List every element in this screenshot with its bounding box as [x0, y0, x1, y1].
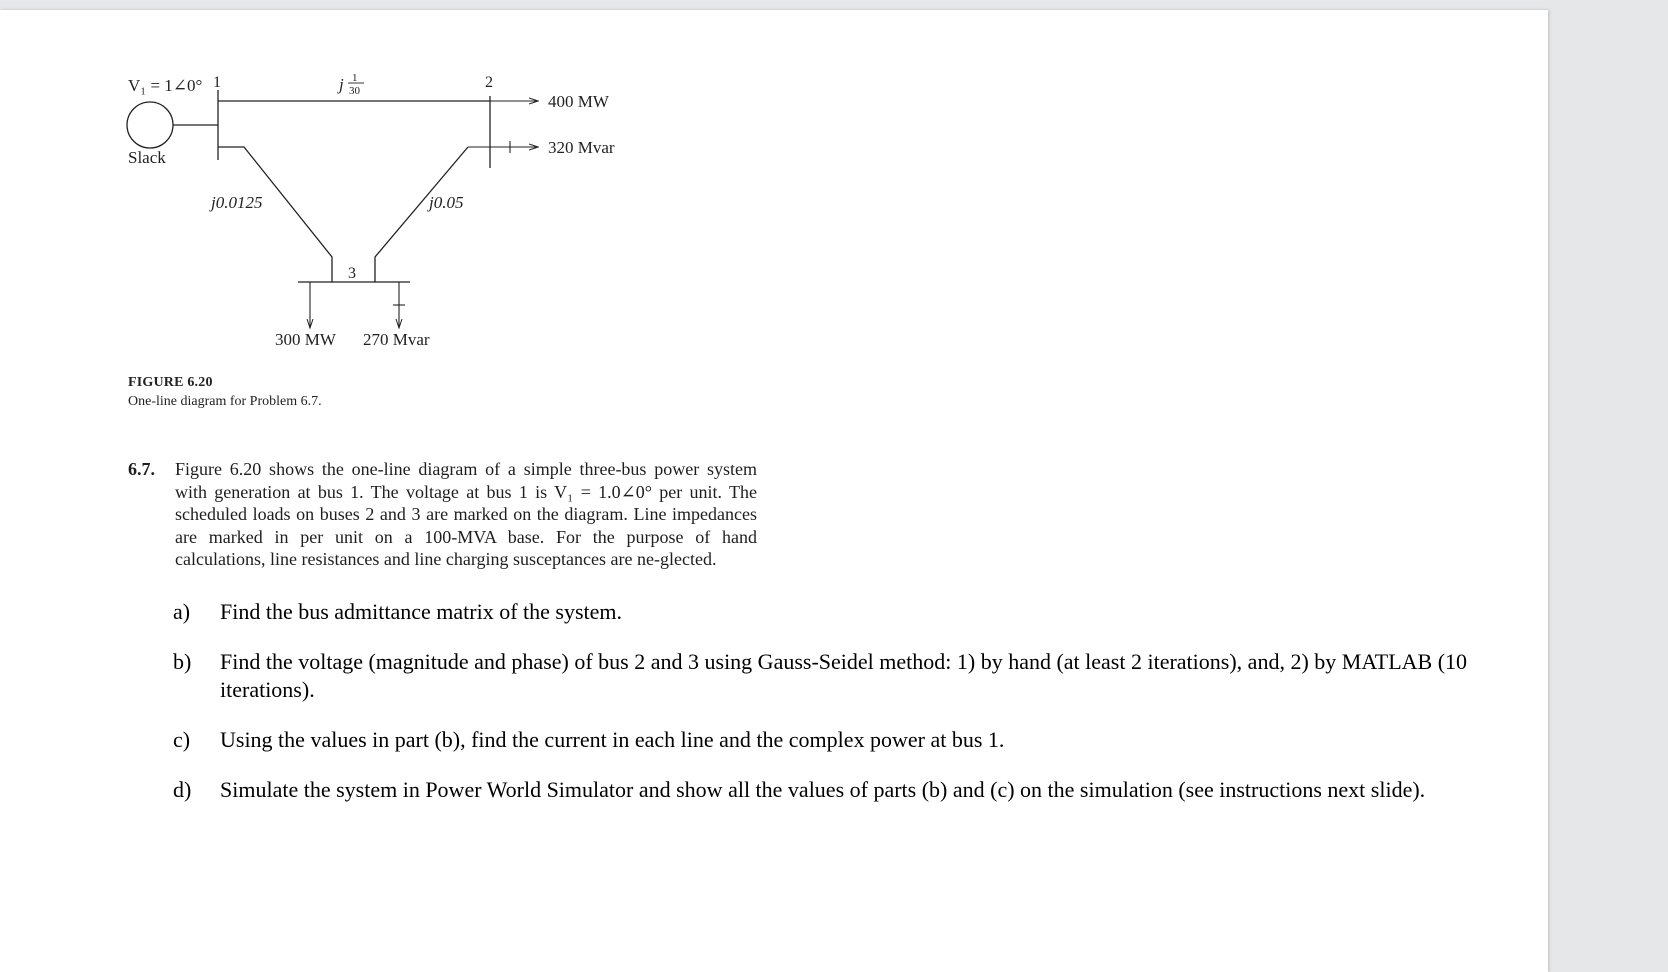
part-label: d) — [173, 777, 192, 802]
line-2-3 — [375, 147, 468, 282]
part-text: Using the values in part (b), find the current in each line and the complex power at bus 1. — [220, 727, 1005, 752]
part-d — [173, 776, 1473, 804]
figure-title: One-line diagram for Problem 6.7. — [128, 394, 322, 409]
bus3-load-q-label: 270 Mvar — [363, 330, 430, 349]
part-label: a) — [173, 599, 191, 624]
bus3-load-p-label: 300 MW — [275, 330, 336, 349]
part-text: Find the bus admittance matrix of the system. — [220, 599, 623, 624]
part-label: b) — [173, 649, 192, 674]
part-label: c) — [173, 727, 191, 752]
problem-number: 6.7. — [128, 459, 155, 479]
slack-generator-icon — [127, 102, 173, 148]
problem-statement — [128, 458, 758, 571]
bus3-number: 3 — [348, 265, 356, 282]
line23-impedance-label: j0.05 — [429, 193, 464, 212]
bus2-number: 2 — [485, 74, 493, 91]
part-text: Simulate the system in Power World Simulator and show all the values of parts (b) and (c) on the simulation (see instructions next slide). — [220, 777, 1426, 802]
line12-impedance-prefix: j — [339, 75, 344, 94]
part-c — [173, 726, 1473, 754]
bus1-voltage-label: V₁ = 1∠0° — [128, 76, 203, 95]
figure-number: FIGURE 6.20 — [128, 375, 213, 390]
line-1-3 — [218, 147, 332, 282]
problem-text: Figure 6.20 shows the one-line diagram of a simple three-bus power system with generation at bus 1. The voltage at bus 1 is V₁ = 1.0∠0° per unit. The scheduled loads on buses 2 and 3 are marked on the diagram. Line impedances are marked in per unit on a 100-MVA base. For the purpose of hand calculations, line resistances and line charging susceptances are ne-glected. — [175, 459, 757, 570]
line12-impedance-denominator: 30 — [349, 85, 360, 97]
problem-parts — [173, 598, 1473, 826]
bus2-load-q-label: 320 Mvar — [548, 138, 615, 157]
line12-impedance-numerator: 1 — [352, 72, 358, 84]
document-page — [0, 10, 1548, 972]
line13-impedance-label: j0.0125 — [211, 193, 263, 212]
part-text: Find the voltage (magnitude and phase) of bus 2 and 3 using Gauss-Seidel method: 1) by hand (at least 2 iterations), and, 2) by MATLAB (10 iterations). — [220, 649, 1468, 702]
one-line-diagram — [0, 10, 700, 370]
part-b — [173, 648, 1473, 704]
figure-caption — [128, 373, 322, 411]
bus1-number: 1 — [213, 74, 221, 91]
slack-label: Slack — [128, 148, 166, 167]
part-a — [173, 598, 1473, 626]
bus2-load-p-label: 400 MW — [548, 92, 609, 111]
